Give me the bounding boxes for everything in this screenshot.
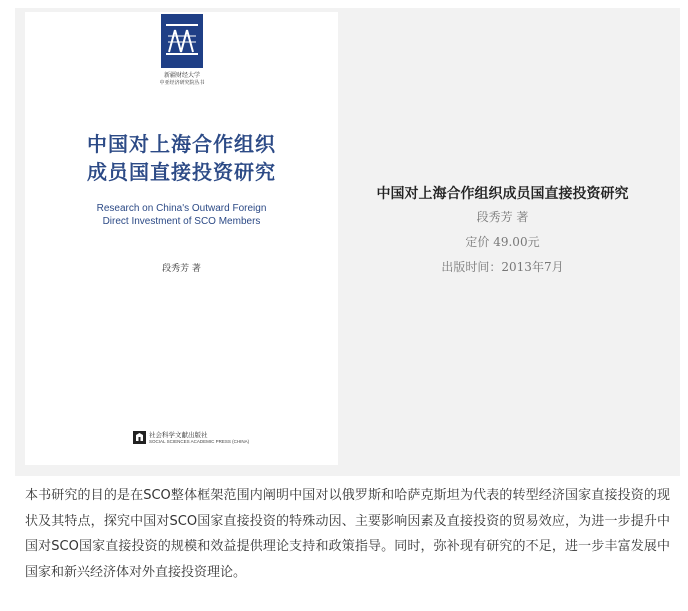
publisher-logo-icon <box>133 431 146 444</box>
cover-author: 段秀芳 著 <box>162 264 201 274</box>
book-publish-date: 出版时间：2013年7月 <box>441 260 564 274</box>
book-price: 定价 49.00元 <box>465 235 540 249</box>
logo-emblem-icon <box>165 22 199 58</box>
book-info <box>340 183 665 280</box>
cover-subtitle-line2: Direct Investment of SCO Members <box>102 216 261 227</box>
publisher-mark <box>133 429 263 449</box>
cover-subtitle-line1: Research on China's Outward Foreign <box>96 203 267 214</box>
logo-caption-line2: 中亚经济研究院丛书 <box>159 80 205 87</box>
cover-title-line1: 中国对上海合作组织 <box>87 132 276 156</box>
logo-caption <box>129 72 235 87</box>
cover-title <box>25 130 338 186</box>
university-logo <box>161 14 203 68</box>
book-author: 段秀芳 著 <box>476 210 529 224</box>
logo-caption-line1: 新疆财经大学 <box>163 72 200 79</box>
cover-title-line2: 成员国直接投资研究 <box>87 160 276 184</box>
book-title[interactable]: 中国对上海合作组织成员国直接投资研究 <box>376 186 629 202</box>
cover-subtitle <box>25 202 338 228</box>
publisher-name-en: SOCIAL SCIENCES ACADEMIC PRESS (CHINA) <box>149 439 250 444</box>
book-description: 本书研究的目的是在SCO整体框架范围内阐明中国对以俄罗斯和哈萨克斯坦为代表的转型经济国家直接投资的现状及其特点，探究中国对SCO国家直接投资的特殊动因、主要影响因素及直接投资的贸易效应，为进一步提升中国对SCO国家直接投资的规模和效益提供理论支持和政策指导。同时，弥补现有研究的不足，进一步丰富发展中国家和新兴经济体对外直接投资理论。 <box>25 488 670 580</box>
book-cover-image[interactable] <box>25 12 338 465</box>
publisher-name: 社会科学文献出版社 <box>149 431 208 439</box>
